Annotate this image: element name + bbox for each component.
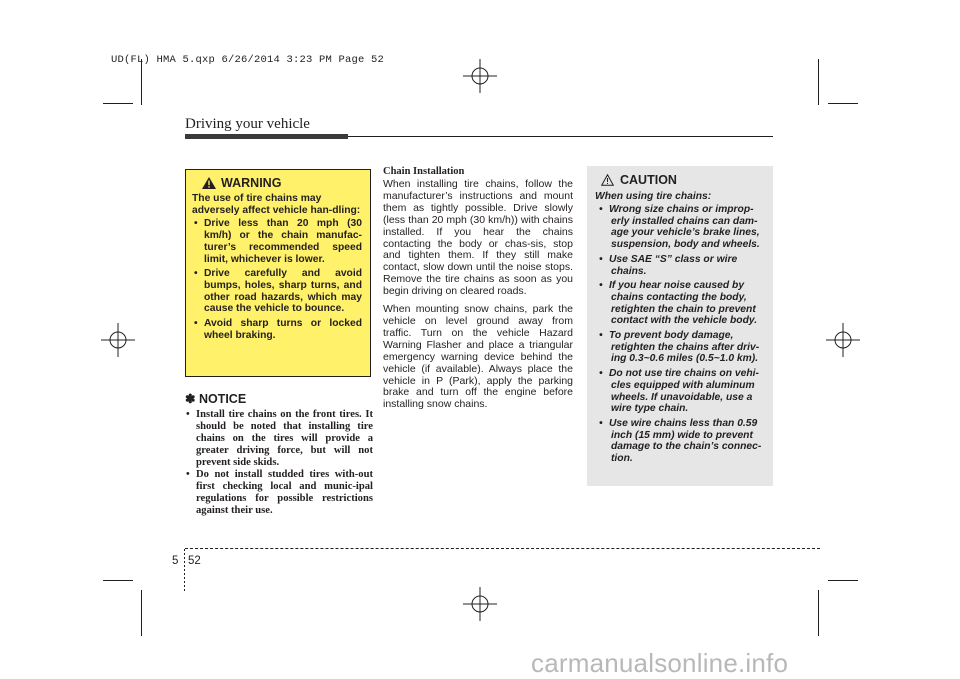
warning-list bbox=[192, 218, 362, 341]
crop-mark bbox=[828, 580, 858, 581]
crop-mark bbox=[818, 59, 819, 105]
paragraph: When installing tire chains, follow the manufacturer’s instructions and mount them as tightly possible. Drive slowly (less than 20 mph (30 km/h)) with chains installed. If you hear the chains contacting the body or chas-sis, stop and tighten them. If they still make contact, slow down until the noise stops. Remove the tire chains as soon as you begin driving on cleared roads. bbox=[383, 178, 573, 298]
page-number: 52 bbox=[188, 555, 201, 567]
notice-section bbox=[185, 391, 373, 517]
footer-divider bbox=[184, 549, 185, 593]
caution-item: • Do not use tire chains on vehi-cles equipped with aluminum wheels. If unavoidable, use a wire type chain. bbox=[595, 368, 767, 415]
registration-mark-icon bbox=[826, 323, 860, 357]
crop-mark bbox=[818, 590, 819, 636]
warning-item: • Drive carefully and avoid bumps, holes, sharp turns, and other road hazards, which may cause the vehicle to bounce. bbox=[192, 268, 362, 315]
notice-heading: ✽ NOTICE bbox=[185, 392, 247, 406]
warning-triangle-icon bbox=[202, 177, 216, 189]
notice-list bbox=[185, 409, 373, 517]
header-bar bbox=[185, 134, 348, 139]
caution-item: • Wrong size chains or improp-erly installed chains can dam-age your vehicle’s brake lines, suspension, body and wheels. bbox=[595, 204, 767, 251]
print-slug: UD(FL) HMA 5.qxp 6/26/2014 3:23 PM Page 52 bbox=[111, 54, 385, 66]
header-rule bbox=[348, 136, 773, 137]
crop-mark bbox=[141, 590, 142, 636]
crop-mark bbox=[828, 103, 858, 104]
caution-heading bbox=[601, 173, 767, 187]
chain-installation-title: Chain Installation bbox=[383, 166, 465, 177]
caution-triangle-icon bbox=[601, 174, 614, 186]
notice-item: • Install tire chains on the front tires. It should be noted that installing tire chains on the tires will provide a greater driving force, but will not prevent side skids. bbox=[185, 409, 373, 469]
registration-mark-icon bbox=[463, 587, 497, 621]
caution-heading-text: CAUTION bbox=[620, 173, 677, 187]
crop-mark bbox=[103, 580, 133, 581]
caution-item: • Use SAE “S” class or wire chains. bbox=[595, 254, 767, 277]
caution-list bbox=[595, 204, 767, 465]
registration-mark-icon bbox=[101, 323, 135, 357]
warning-intro: The use of tire chains may adversely affect vehicle han-dling: bbox=[192, 193, 361, 216]
section-number: 5 bbox=[172, 555, 179, 567]
footer-rule bbox=[185, 548, 820, 549]
registration-mark-icon bbox=[463, 59, 497, 93]
notice-item: • Do not install studded tires with-out first checking local and munic-ipal regulations for possible restrictions against their use. bbox=[185, 469, 373, 517]
caution-item: • Use wire chains less than 0.59 inch (15 mm) wide to prevent damage to the chain’s connec-tion. bbox=[595, 418, 767, 465]
warning-item: • Avoid sharp turns or locked wheel braking. bbox=[192, 318, 362, 341]
paragraph: When mounting snow chains, park the vehicle on level ground away from traffic. Turn on the vehicle Hazard Warning Flasher and place a triangular emergency warning device behind the vehicle (if available). Always place the vehicle in P (Park), apply the parking brake and turn off the engine before installing snow chains. bbox=[383, 303, 573, 411]
crop-mark bbox=[103, 103, 133, 104]
warning-heading-text: WARNING bbox=[221, 176, 282, 190]
caution-item: • If you hear noise caused by chains contacting the body, retighten the chain to prevent contact with the vehicle body. bbox=[595, 280, 767, 327]
section-title: Driving your vehicle bbox=[185, 116, 310, 132]
caution-box bbox=[587, 166, 773, 486]
caution-item: • To prevent body damage, retighten the chains after driv-ing 0.3~0.6 miles (0.5~1.0 km). bbox=[595, 330, 767, 365]
caution-intro: When using tire chains: bbox=[595, 191, 712, 202]
watermark: carmanualsonline.info bbox=[531, 648, 789, 678]
warning-box bbox=[185, 169, 371, 377]
chain-installation-section bbox=[383, 166, 573, 417]
warning-item: • Drive less than 20 mph (30 km/h) or the chain manufac-turer’s recommended speed limit, whichever is lower. bbox=[192, 218, 362, 265]
warning-heading bbox=[202, 176, 362, 190]
